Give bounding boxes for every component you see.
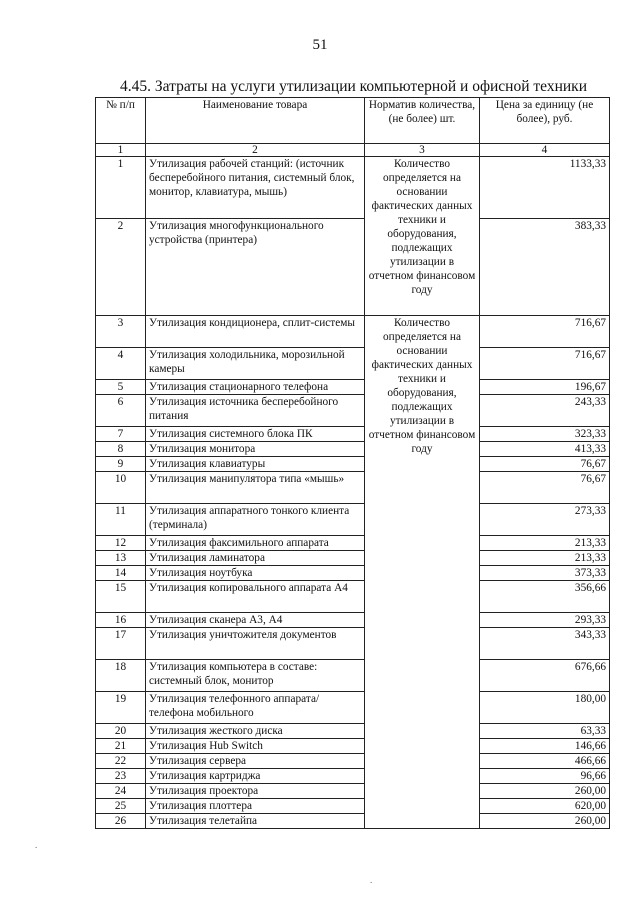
unit-price: 243,33 — [480, 395, 610, 427]
item-name: Утилизация многофункционального устройства (принтера) — [146, 219, 365, 316]
item-name: Утилизация копировального аппарата А4 — [146, 581, 365, 613]
item-name: Утилизация монитора — [146, 442, 365, 457]
row-number: 22 — [96, 754, 146, 769]
row-number: 15 — [96, 581, 146, 613]
row-number: 12 — [96, 536, 146, 551]
header-number: № п/п — [96, 98, 146, 144]
unit-price: 676,66 — [480, 660, 610, 692]
table-row — [96, 348, 610, 380]
table-row — [96, 754, 610, 769]
item-name: Утилизация компьютера в составе: системный блок, монитор — [146, 660, 365, 692]
item-name: Утилизация ламинатора — [146, 551, 365, 566]
index-cell: 3 — [365, 144, 480, 157]
norm-cell: Количество определяется на основании фактических данных техники и оборудования, подлежащих утилизации в отчетном финансовом году — [365, 157, 480, 316]
row-number: 4 — [96, 348, 146, 380]
item-name: Утилизация сервера — [146, 754, 365, 769]
item-name: Утилизация телетайпа — [146, 814, 365, 829]
table-row — [96, 799, 610, 814]
item-name: Утилизация аппаратного тонкого клиента (терминала) — [146, 504, 365, 536]
row-number: 5 — [96, 380, 146, 395]
table-row — [96, 380, 610, 395]
header-norm: Норматив количества, (не более) шт. — [365, 98, 480, 144]
table-row — [96, 769, 610, 784]
item-name: Утилизация рабочей станций: (источник бесперебойного питания, системный блок, монитор, клавиатура, мышь) — [146, 157, 365, 219]
row-number: 25 — [96, 799, 146, 814]
row-number: 9 — [96, 457, 146, 472]
table-index-row — [96, 144, 610, 157]
table-header-row — [96, 98, 610, 144]
item-name: Утилизация Hub Switch — [146, 739, 365, 754]
item-name: Утилизация кондиционера, сплит-системы — [146, 316, 365, 348]
row-number: 1 — [96, 157, 146, 219]
row-number: 23 — [96, 769, 146, 784]
table-row — [96, 219, 610, 316]
row-number: 14 — [96, 566, 146, 581]
item-name: Утилизация клавиатуры — [146, 457, 365, 472]
margin-mark: . — [35, 840, 38, 850]
table-row — [96, 457, 610, 472]
table-row — [96, 581, 610, 613]
unit-price: 1133,33 — [480, 157, 610, 219]
norm-cell: Количество определяется на основании фактических данных техники и оборудования, подлежащих утилизации в отчетном финансовом году — [365, 316, 480, 829]
row-number: 19 — [96, 692, 146, 724]
item-name: Утилизация уничтожителя документов — [146, 628, 365, 660]
table-row — [96, 442, 610, 457]
row-number: 21 — [96, 739, 146, 754]
item-name: Утилизация жесткого диска — [146, 724, 365, 739]
table-row — [96, 814, 610, 829]
item-name: Утилизация стационарного телефона — [146, 380, 365, 395]
header-price: Цена за единицу (не более), руб. — [480, 98, 610, 144]
table-row — [96, 504, 610, 536]
header-item-name: Наименование товара — [146, 98, 365, 144]
row-number: 20 — [96, 724, 146, 739]
table-row — [96, 551, 610, 566]
table-row — [96, 784, 610, 799]
index-cell: 2 — [146, 144, 365, 157]
item-name: Утилизация картриджа — [146, 769, 365, 784]
unit-price: 466,66 — [480, 754, 610, 769]
unit-price: 343,33 — [480, 628, 610, 660]
unit-price: 76,67 — [480, 457, 610, 472]
unit-price: 146,66 — [480, 739, 610, 754]
row-number: 17 — [96, 628, 146, 660]
table-row — [96, 692, 610, 724]
unit-price: 213,33 — [480, 536, 610, 551]
unit-price: 293,33 — [480, 613, 610, 628]
table-row — [96, 316, 610, 348]
unit-price: 356,66 — [480, 581, 610, 613]
unit-price: 373,33 — [480, 566, 610, 581]
unit-price: 180,00 — [480, 692, 610, 724]
unit-price: 76,67 — [480, 472, 610, 504]
item-name: Утилизация холодильника, морозильной камеры — [146, 348, 365, 380]
unit-price: 260,00 — [480, 784, 610, 799]
item-name: Утилизация системного блока ПК — [146, 427, 365, 442]
index-cell: 1 — [96, 144, 146, 157]
unit-price: 620,00 — [480, 799, 610, 814]
row-number: 16 — [96, 613, 146, 628]
unit-price: 260,00 — [480, 814, 610, 829]
row-number: 24 — [96, 784, 146, 799]
row-number: 8 — [96, 442, 146, 457]
table-row — [96, 157, 610, 219]
row-number: 3 — [96, 316, 146, 348]
row-number: 11 — [96, 504, 146, 536]
table-row — [96, 739, 610, 754]
unit-price: 273,33 — [480, 504, 610, 536]
item-name: Утилизация телефонного аппарата/телефона мобильного — [146, 692, 365, 724]
margin-mark: . — [370, 875, 373, 885]
unit-price: 196,67 — [480, 380, 610, 395]
unit-price: 63,33 — [480, 724, 610, 739]
table-row — [96, 613, 610, 628]
row-number: 7 — [96, 427, 146, 442]
table-row — [96, 427, 610, 442]
table-row — [96, 566, 610, 581]
table-row — [96, 472, 610, 504]
row-number: 13 — [96, 551, 146, 566]
item-name: Утилизация плоттера — [146, 799, 365, 814]
row-number: 10 — [96, 472, 146, 504]
row-number: 18 — [96, 660, 146, 692]
item-name: Утилизация ноутбука — [146, 566, 365, 581]
item-name: Утилизация проектора — [146, 784, 365, 799]
unit-price: 413,33 — [480, 442, 610, 457]
index-cell: 4 — [480, 144, 610, 157]
table-row — [96, 724, 610, 739]
table-row — [96, 660, 610, 692]
table-row — [96, 628, 610, 660]
row-number: 6 — [96, 395, 146, 427]
section-heading: 4.45. Затраты на услуги утилизации компьютерной и офисной техники — [120, 78, 588, 95]
disposal-cost-table — [95, 97, 610, 829]
unit-price: 383,33 — [480, 219, 610, 316]
item-name: Утилизация сканера А3, А4 — [146, 613, 365, 628]
page-number: 51 — [312, 37, 328, 53]
item-name: Утилизация манипулятора типа «мышь» — [146, 472, 365, 504]
unit-price: 716,67 — [480, 348, 610, 380]
table-row — [96, 395, 610, 427]
unit-price: 96,66 — [480, 769, 610, 784]
item-name: Утилизация факсимильного аппарата — [146, 536, 365, 551]
row-number: 26 — [96, 814, 146, 829]
row-number: 2 — [96, 219, 146, 316]
unit-price: 213,33 — [480, 551, 610, 566]
table-row — [96, 536, 610, 551]
item-name: Утилизация источника бесперебойного питания — [146, 395, 365, 427]
unit-price: 716,67 — [480, 316, 610, 348]
table-body — [96, 157, 610, 829]
unit-price: 323,33 — [480, 427, 610, 442]
